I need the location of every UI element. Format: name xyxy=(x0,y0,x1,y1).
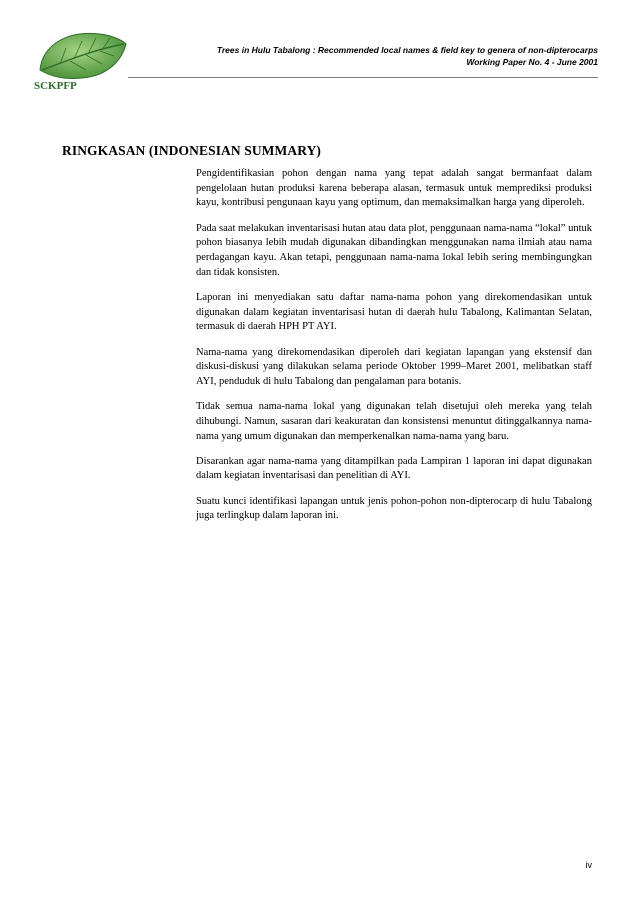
summary-paragraph: Laporan ini menyediakan satu daftar nama-nama pohon yang direkomendasikan untuk digunakan dalam kegiatan inventarisasi hutan di daerah hulu Tabalong, Kalimantan Selatan, termasuk di daerah HPH PT AYI. xyxy=(196,291,592,333)
header-divider xyxy=(128,77,598,78)
summary-paragraph: Pada saat melakukan inventarisasi hutan atau data plot, penggunaan nama-nama “lokal” untuk pohon biasanya lebih mudah digunakan dibandingkan menggunakan nama ilmiah atau nama perdagangan kayu. Akan tetapi, penggunaan nama-nama lokal lebih sering membingungkan dan tidak konsisten. xyxy=(196,222,592,278)
summary-paragraph: Pengidentifikasian pohon dengan nama yang tepat adalah sangat bermanfaat dalam pengelolaan hutan produksi karena beberapa alasan, termasuk untuk memprediksi produksi kayu, kontribusi pengunaan kayu yang optimum, dan memaksimalkan harga yang diperoleh. xyxy=(196,168,592,209)
sckpfp-leaf-logo xyxy=(30,26,134,92)
header-title: Trees in Hulu Tabalong : Recommended local names & field key to genera of non-dipterocarps xyxy=(216,45,598,55)
summary-paragraph: Disarankan agar nama-nama yang ditampilkan pada Lampiran 1 laporan ini dapat digunakan dalam kegiatan inventarisasi dan penelitian di AYI. xyxy=(196,455,592,482)
summary-paragraph: Tidak semua nama-nama lokal yang digunakan telah disetujui oleh mereka yang telah dihubungi. Namun, sasaran dari keakuratan dan konsistensi menuntut ditinggalkannya nama-nama yang umum digunakan dan memperkenalkan nama-nama yang baru. xyxy=(196,401,592,442)
summary-paragraph: Nama-nama yang direkomendasikan diperoleh dari kegiatan lapangan yang ekstensif dan diskusi-diskusi yang dilakukan selama periode Oktober 1999–Maret 2001, melibatkan staff AYI, penduduk di hulu Tabalong dan pengalaman para botanis. xyxy=(196,346,592,387)
page-number: iv xyxy=(585,860,592,870)
running-header xyxy=(128,44,598,68)
summary-body xyxy=(196,167,592,535)
logo-text: SCKPFP xyxy=(34,80,77,92)
header-subtitle: Working Paper No. 4 - June 2001 xyxy=(466,57,598,67)
section-title: RINGKASAN (INDONESIAN SUMMARY) xyxy=(62,143,322,158)
summary-paragraph: Suatu kunci identifikasi lapangan untuk jenis pohon-pohon non-dipterocarp di hulu Tabalong juga terlingkup dalam laporan ini. xyxy=(196,495,592,522)
